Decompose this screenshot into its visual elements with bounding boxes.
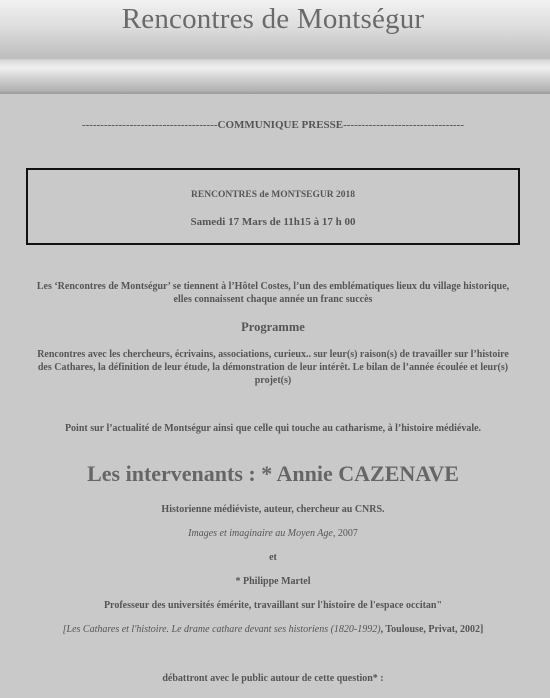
- intro-line-1: Les ‘Rencontres de Montségur’ se tiennent à l’Hôtel Costes, l’un des emblématiques lieux du village historique,: [36, 281, 510, 292]
- press-release-label: -------------------------------------COMMUNIQUE PRESSE---------------------------------: [81, 119, 464, 131]
- speaker-1-role: Historienne médiéviste, auteur, chercheur au CNRS.: [161, 504, 385, 515]
- programme-line-3: projet(s): [254, 375, 292, 386]
- speaker-2-name: * Philippe Martel: [235, 576, 311, 587]
- programme-point: Point sur l’actualité de Montségur ainsi que celle qui touche au catharisme, à l’histoire médiévale.: [64, 423, 482, 434]
- speaker-2-book-title: [Les Cathares et l'histoire. Le drame cathare devant ses historiens (1820-1992): [62, 624, 381, 635]
- speakers-conjunction: et: [269, 552, 277, 563]
- programme-heading: Programme: [241, 320, 305, 334]
- site-header: [0, 0, 550, 94]
- event-name: RENCONTRES de MONTSEGUR 2018: [191, 190, 355, 200]
- speaker-2-role: Professeur des universités émérite, travaillant sur l'histoire de l'espace occitan": [103, 600, 443, 611]
- speaker-1-book-year: 2007: [335, 528, 358, 539]
- programme-line-1: Rencontres avec les chercheurs, écrivains, associations, curieux.. sur leur(s) raison(s) de travailler sur l’histoire: [37, 349, 509, 360]
- programme-text: [6, 348, 540, 387]
- event-info-box: [26, 168, 520, 245]
- intro-line-2: elles connaissent chaque année un franc succès: [173, 294, 373, 305]
- intro-text: [6, 280, 540, 306]
- speaker-1-book-title: Images et imaginaire au Moyen Age,: [188, 528, 336, 539]
- speaker-2-book-rest: , Toulouse, Privat, 2002]: [380, 624, 484, 635]
- speakers-heading: Les intervenants : * Annie CAZENAVE: [87, 461, 459, 486]
- programme-line-2: des Cathares, la définition de leur étude, la démonstration de leur intérêt. Le bilan de l’année écoulée et leur(s): [37, 362, 509, 373]
- debate-closing-line: débattront avec le public autour de cette question* :: [162, 673, 384, 684]
- event-date: Samedi 17 Mars de 11h15 à 17 h 00: [190, 216, 356, 228]
- speaker-1-book: [6, 527, 540, 540]
- site-title: Rencontres de Montségur: [121, 3, 425, 35]
- speaker-2-book: [6, 623, 540, 636]
